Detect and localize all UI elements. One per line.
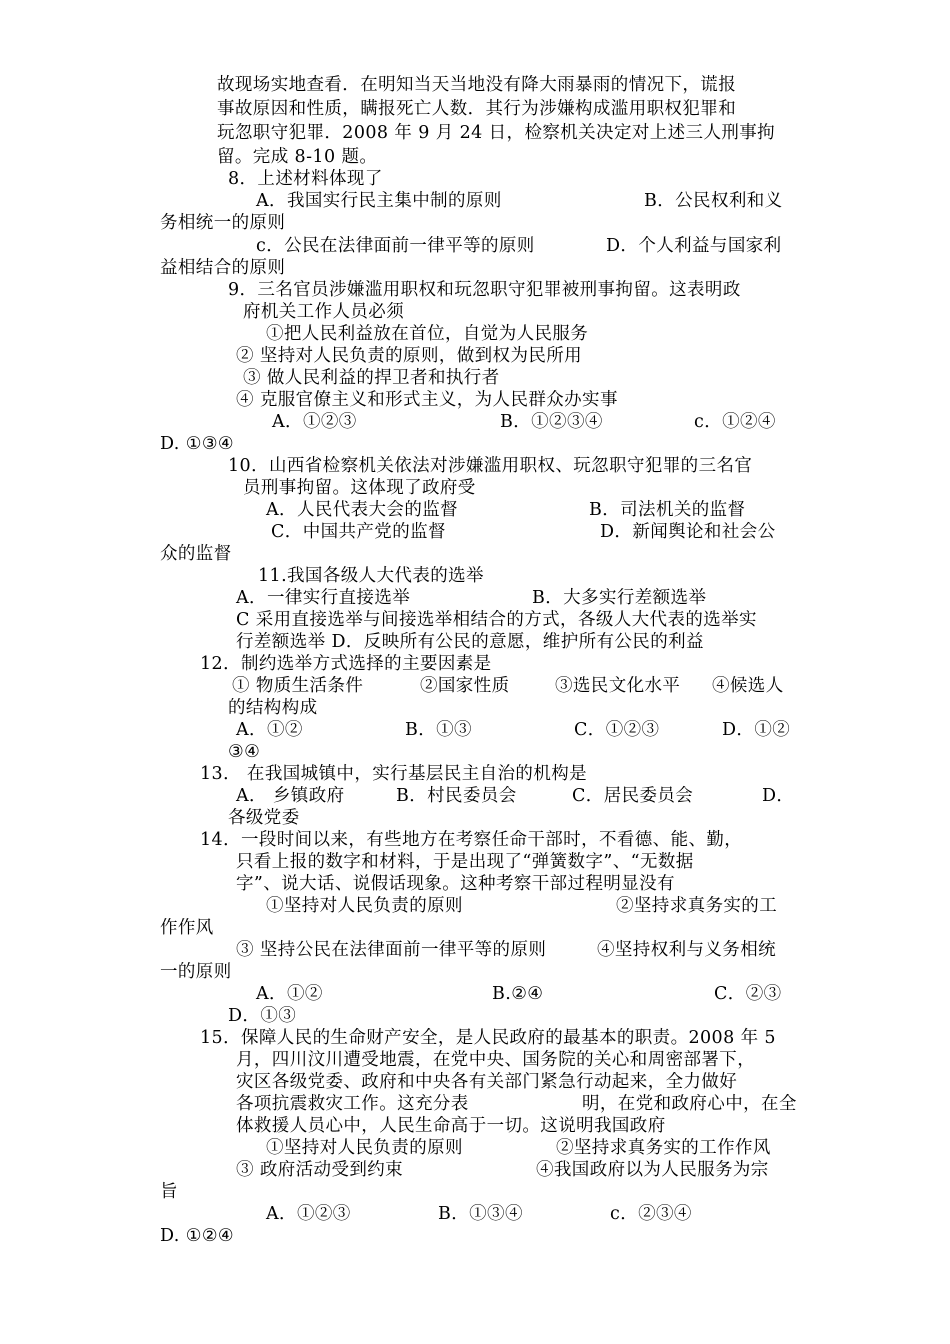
statement-3: ③ 做人民利益的捍卫者和执行者	[243, 368, 500, 388]
question-15-cont: 月，四川汶川遭受地震，在党中央、国务院的关心和周密部署下，	[236, 1050, 756, 1070]
option-a: A．①②	[236, 720, 303, 740]
factor-1: ① 物质生活条件	[232, 676, 364, 696]
option-c: c．公民在法律面前一律平等的原则	[256, 236, 535, 256]
option-c: C．中国共产党的监督	[271, 522, 446, 542]
option-d: D. ①③④	[160, 434, 234, 454]
option-c: c．①②④	[694, 412, 776, 432]
factor-2: ②国家性质	[420, 676, 510, 696]
statement-2-cont: 作作风	[160, 918, 214, 938]
question-9: 9．三名官员涉嫌滥用职权和玩忽职守犯罪被刑事拘留。这表明政	[228, 280, 741, 300]
question-8: 8．上述材料体现了	[228, 169, 383, 189]
option-d-cont: ③④	[228, 742, 261, 762]
statement-4: ④我国政府以为人民服务为宗	[536, 1160, 769, 1180]
passage-line: 事故原因和性质，瞒报死亡人数．其行为涉嫌构成滥用职权犯罪和	[217, 99, 737, 119]
question-14: 14．一段时间以来，有些地方在考察任命干部时，不看德、能、勤，	[200, 830, 743, 850]
question-13: 13． 在我国城镇中，实行基层民主自治的机构是	[200, 764, 588, 784]
statement-4-cont: 旨	[160, 1182, 178, 1202]
option-c: C 采用直接选举与间接选举相结合的方式，各级人大代表的选举实	[236, 610, 757, 630]
option-d: D．	[762, 786, 795, 806]
option-b: B．大多实行差额选举	[532, 588, 707, 608]
statement-4: ④ 克服官僚主义和形式主义，为人民群众办实事	[236, 390, 618, 410]
statement-2: ②坚持求真务实的工	[616, 896, 778, 916]
option-c: C．②③	[714, 984, 782, 1004]
option-d: D．新闻舆论和社会公	[600, 522, 776, 542]
question-11: 11.我国各级人大代表的选举	[258, 566, 484, 586]
option-b: B．村民委员会	[396, 786, 517, 806]
option-c: C．居民委员会	[572, 786, 694, 806]
option-b: B．司法机关的监督	[589, 500, 746, 520]
option-b-cont: 务相统一的原则	[160, 213, 286, 233]
option-c: c．②③④	[610, 1204, 692, 1224]
option-a: A．一律实行直接选举	[236, 588, 411, 608]
option-b: B．公民权利和义	[644, 191, 783, 211]
question-10: 10．山西省检察机关依法对涉嫌滥用职权、玩忽职守犯罪的三名官	[228, 456, 753, 476]
statement-2: ②坚持求真务实的工作作风	[556, 1138, 771, 1158]
option-a: A．我国实行民主集中制的原则	[256, 191, 502, 211]
passage-line: 故现场实地查看．在明知当天当地没有降大雨暴雨的情况下，谎报	[217, 75, 737, 95]
option-d-cont: 益相结合的原则	[160, 258, 286, 278]
statement-4-cont: 一的原则	[160, 962, 232, 982]
statement-2: ② 坚持对人民负责的原则，做到权为民所用	[236, 346, 583, 366]
statement-1: ①坚持对人民负责的原则	[266, 896, 463, 916]
option-d: D．①③	[228, 1006, 297, 1026]
question-15-cont: 明，在党和政府心中，在全	[582, 1094, 797, 1114]
option-d: D. ①②④	[160, 1226, 234, 1246]
question-15-cont: 体救援人员心中，人民生命高于一切。这说明我国政府	[236, 1116, 666, 1136]
option-a: A． 乡镇政府	[236, 786, 345, 806]
factor-3: ③选民文化水平	[555, 676, 681, 696]
option-d: D．①②	[722, 720, 791, 740]
option-a: A．①②③	[272, 412, 357, 432]
option-a: A．①②③	[266, 1204, 351, 1224]
option-b: B.②④	[492, 984, 544, 1004]
statement-4: ④坚持权利与义务相统	[597, 940, 776, 960]
question-15: 15．保障人民的生命财产安全，是人民政府的最基本的职责。2008 年 5	[200, 1028, 776, 1048]
option-d-cont: 众的监督	[160, 544, 232, 564]
option-b: B．①③④	[438, 1204, 523, 1224]
option-c-d: 行差额选举 D．反映所有公民的意愿，维护所有公民的利益	[236, 632, 704, 652]
question-14-cont: 只看上报的数字和材料，于是出现了“弹簧数字”、“无数据	[236, 852, 694, 872]
option-b: B．①②③④	[500, 412, 603, 432]
question-14-cont: 字”、说大话、说假话现象。这种考察干部过程明显没有	[236, 874, 675, 894]
statement-3: ③ 坚持公民在法律面前一律平等的原则	[236, 940, 547, 960]
question-15-cont: 灾区各级党委、政府和中央各有关部门紧急行动起来，全力做好	[236, 1072, 738, 1092]
question-9-cont: 府机关工作人员必须	[243, 302, 405, 322]
question-15-cont: 各项抗震救灾工作。这充分表	[236, 1094, 469, 1114]
statement-1: ①把人民利益放在首位，自觉为人民服务	[266, 324, 589, 344]
factor-4-cont: 的结构构成	[228, 698, 318, 718]
option-d: D．个人利益与国家利	[606, 236, 782, 256]
question-10-cont: 员刑事拘留。这体现了政府受	[243, 478, 476, 498]
option-d-cont: 各级党委	[228, 808, 300, 828]
statement-3: ③ 政府活动受到约束	[236, 1160, 404, 1180]
factor-4: ④候选人	[712, 676, 784, 696]
option-a: A．①②	[256, 984, 323, 1004]
statement-1: ①坚持对人民负责的原则	[266, 1138, 463, 1158]
question-12: 12．制约选举方式选择的主要因素是	[200, 654, 492, 674]
option-c: C．①②③	[574, 720, 660, 740]
option-b: B．①③	[405, 720, 472, 740]
passage-line: 玩忽职守犯罪．2008 年 9 月 24 日，检察机关决定对上述三人刑事拘	[217, 123, 776, 143]
passage-line: 留。完成 8-10 题。	[217, 147, 378, 167]
option-a: A．人民代表大会的监督	[266, 500, 459, 520]
